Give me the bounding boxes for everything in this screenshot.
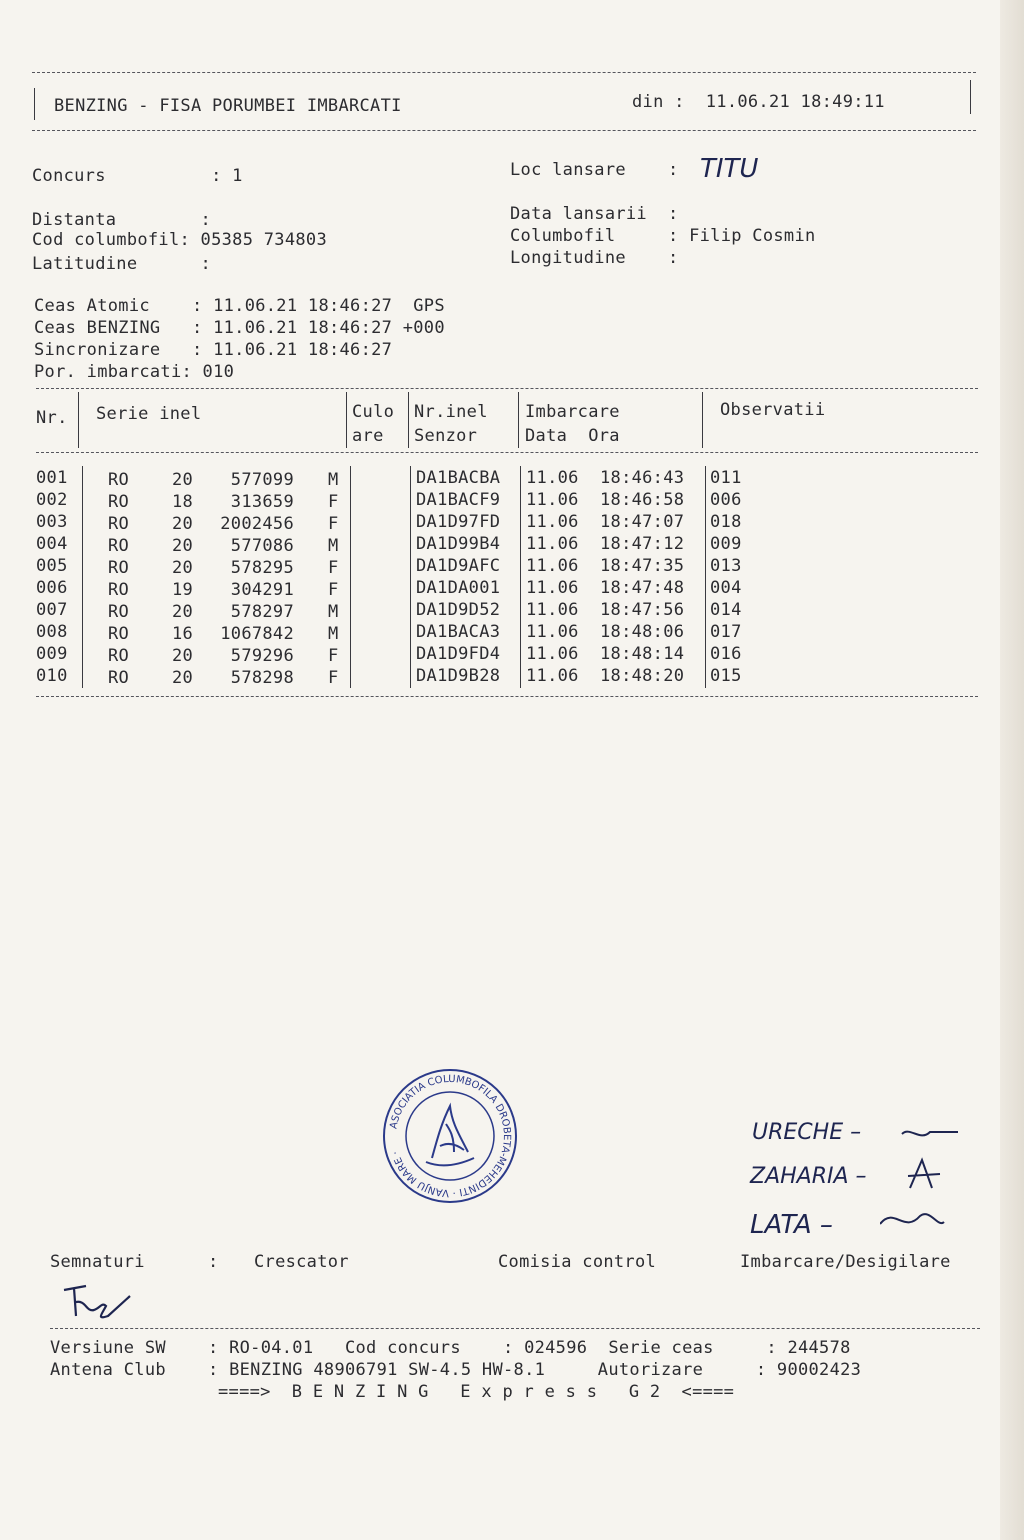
porumbei-imbarcati-field: Por. imbarcati: 010 xyxy=(34,362,235,382)
cell-obs: 017 xyxy=(710,622,742,642)
cell-date: 11.06 xyxy=(526,490,579,510)
cell-nr: 003 xyxy=(36,512,68,532)
cell-time: 18:47:35 xyxy=(600,556,685,576)
col-header-serie-inel: Serie inel xyxy=(96,404,202,424)
cell-year: 20 xyxy=(172,558,194,578)
printed-datetime: din : 11.06.21 18:49:11 xyxy=(632,92,885,112)
imbarcare-desigilare-label: Imbarcare/Desigilare xyxy=(740,1252,951,1272)
col-divider xyxy=(350,466,351,688)
cell-sensor: DA1DA001 xyxy=(416,578,501,598)
table-top-border xyxy=(36,388,978,389)
cell-sex: M xyxy=(328,470,339,490)
cell-date: 11.06 xyxy=(526,644,579,664)
cell-sex: F xyxy=(328,558,339,578)
cell-country: RO xyxy=(108,470,130,490)
cell-obs: 016 xyxy=(710,644,742,664)
col-divider xyxy=(518,392,519,448)
col-divider xyxy=(82,466,83,688)
cell-nr: 008 xyxy=(36,622,68,642)
cell-year: 20 xyxy=(172,514,194,534)
cell-date: 11.06 xyxy=(526,556,579,576)
ceas-benzing-field: Ceas BENZING : 11.06.21 18:46:27 +000 xyxy=(34,318,445,338)
cell-ring: 577086 xyxy=(230,536,294,556)
cell-time: 18:47:48 xyxy=(600,578,685,598)
cell-country: RO xyxy=(108,514,130,534)
cell-sensor: DA1D9D52 xyxy=(416,600,501,620)
cell-time: 18:48:06 xyxy=(600,622,685,642)
cell-ring: 577099 xyxy=(230,470,294,490)
cell-time: 18:48:20 xyxy=(600,666,685,686)
cell-sensor: DA1D9B28 xyxy=(416,666,501,686)
loc-lansare-label: Loc lansare : xyxy=(510,160,679,180)
header-right-edge xyxy=(970,80,971,114)
latitudine-field: Latitudine : xyxy=(32,254,212,274)
cell-year: 20 xyxy=(172,470,194,490)
cell-country: RO xyxy=(108,492,130,512)
cell-sex: M xyxy=(328,536,339,556)
columbofil-field: Columbofil : Filip Cosmin xyxy=(510,226,816,246)
distanta-field: Distanta : xyxy=(32,210,212,230)
cell-nr: 001 xyxy=(36,468,68,488)
cell-sex: F xyxy=(328,492,339,512)
footer-line-1: Versiune SW : RO-04.01 Cod concurs : 024596 Serie ceas : 244578 xyxy=(50,1338,851,1358)
club-stamp-seal xyxy=(380,1066,520,1206)
paper-edge xyxy=(1000,0,1024,1540)
sincronizare-field: Sincronizare : 11.06.21 18:46:27 xyxy=(34,340,393,360)
cell-date: 11.06 xyxy=(526,468,579,488)
cell-ring: 579296 xyxy=(230,646,294,666)
cell-time: 18:47:56 xyxy=(600,600,685,620)
col-header-culoare-1: Culo xyxy=(352,402,395,422)
cell-obs: 013 xyxy=(710,556,742,576)
cell-country: RO xyxy=(108,668,130,688)
cell-sensor: DA1BACA3 xyxy=(416,622,501,642)
col-header-culoare-2: are xyxy=(352,426,384,446)
cell-sex: F xyxy=(328,668,339,688)
cell-ring: 2002456 xyxy=(220,514,294,534)
cell-sensor: DA1D9FD4 xyxy=(416,644,501,664)
footer-divider xyxy=(50,1328,980,1329)
cell-country: RO xyxy=(108,646,130,666)
footer-line-2: Antena Club : BENZING 48906791 SW-4.5 HW-8.1 Autorizare : 90002423 xyxy=(50,1360,862,1380)
cell-time: 18:46:58 xyxy=(600,490,685,510)
col-divider xyxy=(520,466,521,688)
comisia-control-label: Comisia control xyxy=(498,1252,657,1272)
cell-sex: M xyxy=(328,602,339,622)
cell-obs: 011 xyxy=(710,468,742,488)
signature-scribbles xyxy=(880,1116,970,1256)
signer-zaharia: ZAHARIA – xyxy=(750,1164,867,1189)
header-left-edge xyxy=(34,88,35,120)
cell-year: 20 xyxy=(172,646,194,666)
cell-sex: F xyxy=(328,514,339,534)
col-divider xyxy=(346,392,347,448)
cell-date: 11.06 xyxy=(526,534,579,554)
cell-country: RO xyxy=(108,558,130,578)
cod-columbofil-field: Cod columbofil: 05385 734803 xyxy=(32,230,327,250)
cell-ring: 578298 xyxy=(230,668,294,688)
col-divider xyxy=(702,392,703,448)
cell-time: 18:47:07 xyxy=(600,512,685,532)
cell-date: 11.06 xyxy=(526,578,579,598)
cell-obs: 014 xyxy=(710,600,742,620)
cell-ring: 1067842 xyxy=(220,624,294,644)
cell-ring: 578297 xyxy=(230,602,294,622)
cell-nr: 002 xyxy=(36,490,68,510)
cell-year: 20 xyxy=(172,602,194,622)
cell-sex: M xyxy=(328,624,339,644)
cell-obs: 018 xyxy=(710,512,742,532)
cell-nr: 010 xyxy=(36,666,68,686)
col-divider xyxy=(78,392,79,448)
concurs-field: Concurs : 1 xyxy=(32,166,243,186)
cell-sex: F xyxy=(328,580,339,600)
cell-time: 18:48:14 xyxy=(600,644,685,664)
cell-obs: 006 xyxy=(710,490,742,510)
signer-ureche: URECHE – xyxy=(752,1120,862,1145)
cell-nr: 009 xyxy=(36,644,68,664)
table-bottom-border xyxy=(36,696,978,697)
cell-sex: F xyxy=(328,646,339,666)
cell-nr: 004 xyxy=(36,534,68,554)
col-header-nr: Nr. xyxy=(36,408,68,428)
data-lansarii-field: Data lansarii : xyxy=(510,204,679,224)
col-divider xyxy=(410,466,411,688)
cell-year: 18 xyxy=(172,492,194,512)
cell-time: 18:46:43 xyxy=(600,468,685,488)
crescator-label: Crescator xyxy=(254,1252,349,1272)
semnaturi-label: Semnaturi : xyxy=(50,1252,219,1272)
header-bottom-border xyxy=(32,130,976,131)
col-header-observatii: Observatii xyxy=(720,400,826,420)
cell-obs: 009 xyxy=(710,534,742,554)
cell-sensor: DA1BACF9 xyxy=(416,490,501,510)
longitudine-field: Longitudine : xyxy=(510,248,679,268)
cell-date: 11.06 xyxy=(526,666,579,686)
header-top-border xyxy=(32,72,976,73)
cell-ring: 578295 xyxy=(230,558,294,578)
cell-sensor: DA1BACBA xyxy=(416,468,501,488)
col-divider xyxy=(408,392,409,448)
col-header-imbarcare: Imbarcare xyxy=(525,402,620,422)
ceas-atomic-field: Ceas Atomic : 11.06.21 18:46:27 GPS xyxy=(34,296,445,316)
cell-sensor: DA1D9AFC xyxy=(416,556,501,576)
cell-year: 20 xyxy=(172,536,194,556)
cell-date: 11.06 xyxy=(526,600,579,620)
cell-country: RO xyxy=(108,536,130,556)
col-header-nr-inel: Nr.inel xyxy=(414,402,488,422)
cell-sensor: DA1D97FD xyxy=(416,512,501,532)
cell-year: 20 xyxy=(172,668,194,688)
cell-date: 11.06 xyxy=(526,512,579,532)
col-divider xyxy=(705,466,706,688)
cell-obs: 004 xyxy=(710,578,742,598)
cell-country: RO xyxy=(108,580,130,600)
cell-obs: 015 xyxy=(710,666,742,686)
cell-country: RO xyxy=(108,624,130,644)
footer-brand-banner: ====> B E N Z I N G E x p r e s s G 2 <==== xyxy=(218,1382,735,1402)
col-header-senzor: Senzor xyxy=(414,426,478,446)
col-header-data-ora: Data Ora xyxy=(525,426,620,446)
cell-date: 11.06 xyxy=(526,622,579,642)
loc-lansare-handwritten: TITU xyxy=(700,154,759,184)
cell-year: 19 xyxy=(172,580,194,600)
cell-nr: 006 xyxy=(36,578,68,598)
cell-nr: 005 xyxy=(36,556,68,576)
cell-sensor: DA1D99B4 xyxy=(416,534,501,554)
stamp-text: ASOCIATIA COLUMBOFILA DROBETA-MEHEDINTI · VANJU MARE · xyxy=(388,1073,513,1199)
signer-lata: LATA – xyxy=(750,1210,833,1240)
cell-ring: 304291 xyxy=(230,580,294,600)
cell-year: 16 xyxy=(172,624,194,644)
breeder-signature xyxy=(56,1282,146,1332)
document-title: BENZING - FISA PORUMBEI IMBARCATI xyxy=(54,96,402,116)
cell-country: RO xyxy=(108,602,130,622)
cell-nr: 007 xyxy=(36,600,68,620)
cell-time: 18:47:12 xyxy=(600,534,685,554)
table-header-divider xyxy=(36,452,978,453)
cell-ring: 313659 xyxy=(230,492,294,512)
